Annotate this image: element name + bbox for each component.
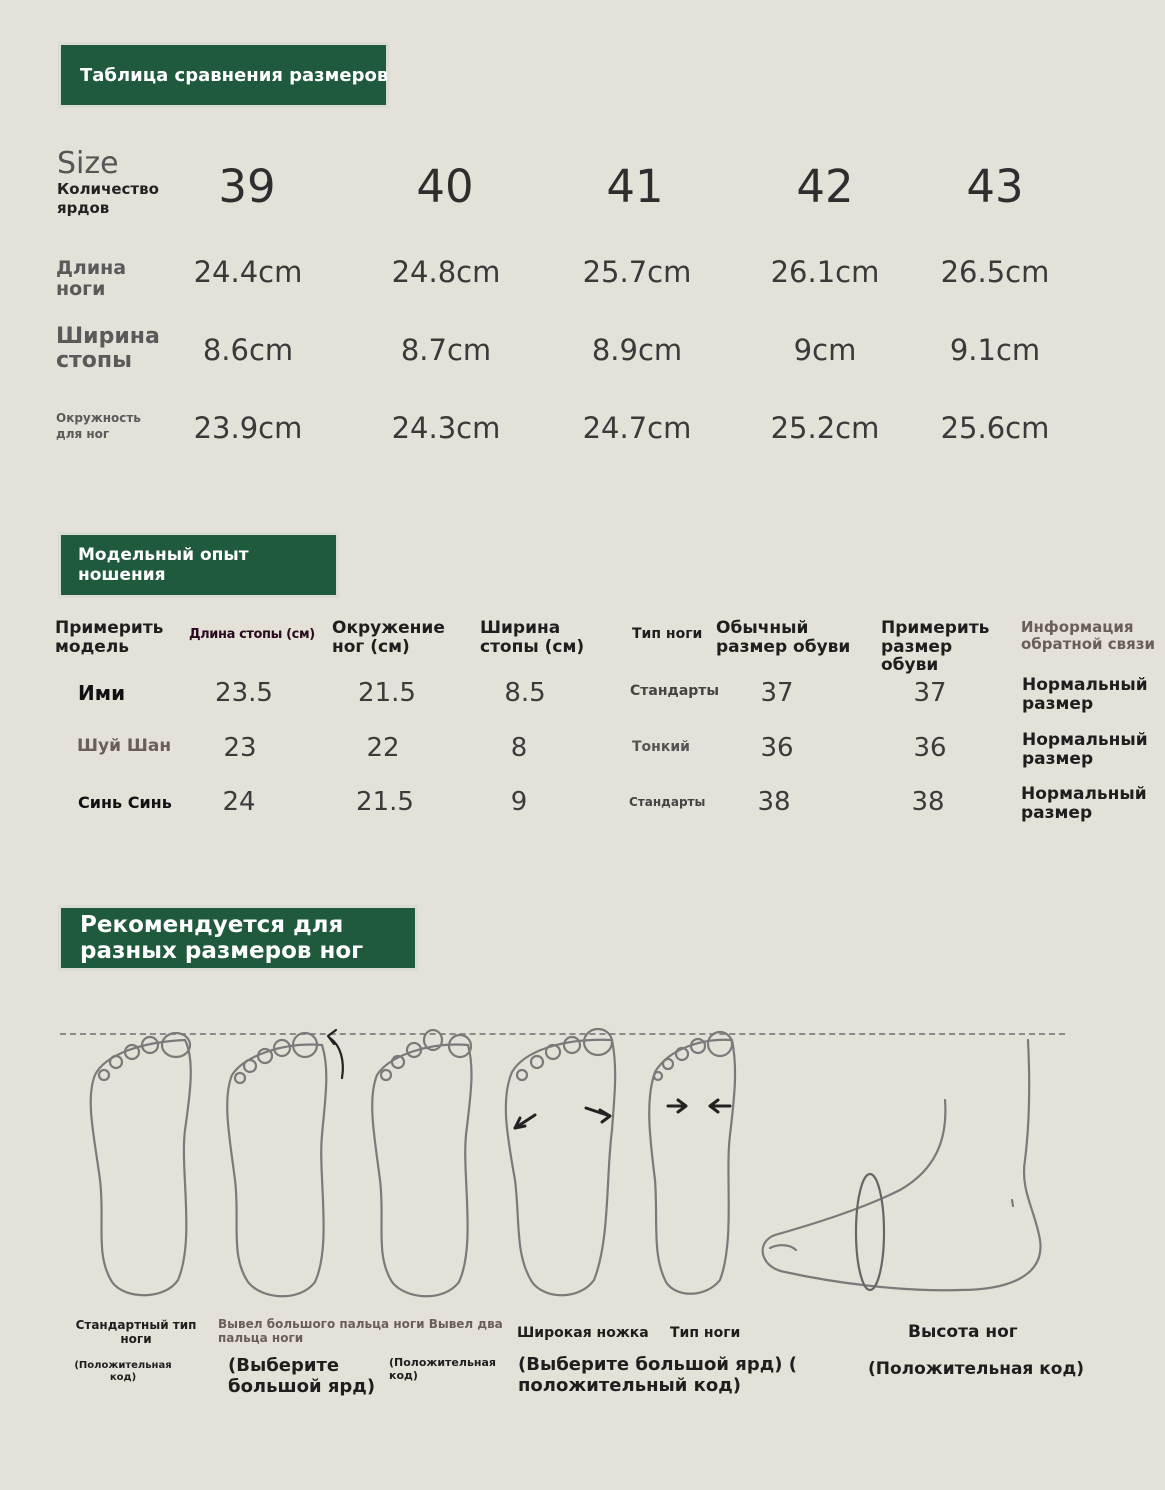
caption-second-note: (Положительная код) <box>389 1356 496 1382</box>
circumference-39: 23.9cm <box>193 411 303 445</box>
narrow-foot-icon <box>649 1032 735 1294</box>
caption-toes: Вывел большого пальца ноги Вывел два пальца ноги <box>218 1317 503 1345</box>
model-name-3: Синь Синь <box>78 793 172 812</box>
caption-instep: Высота ног <box>908 1322 1018 1342</box>
foot-illustrations <box>0 1000 1165 1320</box>
foot-width-42: 9cm <box>793 333 857 367</box>
model-1-tried: 37 <box>913 678 947 708</box>
model-2-circ: 22 <box>366 733 400 763</box>
circumference-41: 24.7cm <box>582 411 692 445</box>
foot-width-41: 8.9cm <box>591 333 683 367</box>
model-2-length: 23 <box>223 733 257 763</box>
header-usual-size: Обычный размер обуви <box>716 618 851 657</box>
model-name-2: Шуй Шан <box>77 736 172 756</box>
caption-standard-note: (Положительная код) <box>74 1360 172 1383</box>
model-3-feedback: Нормальный размер <box>1021 784 1147 823</box>
header-width: Ширина стопы (см) <box>480 618 585 657</box>
caption-instep-note: (Положительная код) <box>868 1359 1084 1379</box>
size-42: 42 <box>796 160 854 213</box>
model-2-feedback: Нормальный размер <box>1022 730 1148 769</box>
foot-length-43: 26.5cm <box>940 255 1050 289</box>
foot-width-43: 9.1cm <box>949 333 1041 367</box>
size-label-ru: Количество ярдов <box>57 180 159 217</box>
circumference-42: 25.2cm <box>770 411 880 445</box>
foot-width-39: 8.6cm <box>202 333 294 367</box>
foot-length-39: 24.4cm <box>193 255 303 289</box>
model-1-feedback: Нормальный размер <box>1022 675 1148 714</box>
model-3-usual: 38 <box>757 787 791 817</box>
header-tried-size: Примерить размер обуви <box>881 618 990 676</box>
foot-length-42: 26.1cm <box>770 255 880 289</box>
size-41: 41 <box>606 160 664 213</box>
caption-foot-type: Тип ноги <box>670 1325 741 1341</box>
standard-foot-icon <box>91 1033 191 1295</box>
size-43: 43 <box>966 160 1024 213</box>
caption-toes-note: (Выберите большой ярд) <box>228 1355 376 1397</box>
model-experience-banner <box>58 532 339 598</box>
recommendation-banner <box>58 905 418 971</box>
foot-length-40: 24.8cm <box>391 255 501 289</box>
model-2-usual: 36 <box>760 733 794 763</box>
size-table-banner <box>58 42 389 108</box>
caption-wide-note: (Выберите большой ярд) ( положительный код) <box>518 1354 797 1396</box>
model-1-length: 23.5 <box>215 678 273 708</box>
header-foot-length: Длина стопы (см) <box>189 627 315 642</box>
wide-foot-icon <box>506 1029 615 1295</box>
row-label-circumference: Окружность для ног <box>56 411 141 441</box>
size-39: 39 <box>218 160 276 213</box>
size-40: 40 <box>416 160 474 213</box>
header-foot-type: Тип ноги <box>632 626 703 642</box>
model-experience-title: Модельный опыт ношения <box>78 545 249 585</box>
model-3-circ: 21.5 <box>356 787 414 817</box>
model-1-width: 8.5 <box>504 678 546 708</box>
recommendation-title: Рекомендуется для разных размеров ног <box>80 911 364 964</box>
model-name-1: Ими <box>78 681 126 705</box>
model-2-width: 8 <box>510 733 528 763</box>
instep-height-foot-icon <box>763 1040 1041 1290</box>
caption-wide-foot: Широкая ножка <box>517 1325 649 1341</box>
row-label-foot-width: Ширина стопы <box>56 324 160 374</box>
size-label: Size <box>57 146 119 181</box>
model-1-usual: 37 <box>760 678 794 708</box>
header-feedback: Информация обратной связи <box>1021 618 1155 653</box>
model-3-tried: 38 <box>911 787 945 817</box>
size-table-title: Таблица сравнения размеров <box>80 64 389 86</box>
caption-standard-foot: Стандартный тип ноги <box>75 1318 197 1346</box>
model-2-tried: 36 <box>913 733 947 763</box>
model-1-circ: 21.5 <box>358 678 416 708</box>
model-3-length: 24 <box>222 787 256 817</box>
row-label-foot-length: Длина ноги <box>56 257 127 300</box>
second-toe-foot-icon <box>372 1030 471 1296</box>
header-model: Примерить модель <box>55 618 164 657</box>
circumference-43: 25.6cm <box>940 411 1050 445</box>
big-toe-foot-icon <box>227 1030 343 1296</box>
foot-width-40: 8.7cm <box>400 333 492 367</box>
circumference-40: 24.3cm <box>391 411 501 445</box>
model-3-type: Стандарты <box>629 795 706 809</box>
model-3-width: 9 <box>510 787 528 817</box>
header-circumference: Окружение ног (см) <box>332 618 445 657</box>
model-1-type: Стандарты <box>630 683 720 699</box>
foot-length-41: 25.7cm <box>582 255 692 289</box>
model-2-type: Тонкий <box>632 739 690 755</box>
